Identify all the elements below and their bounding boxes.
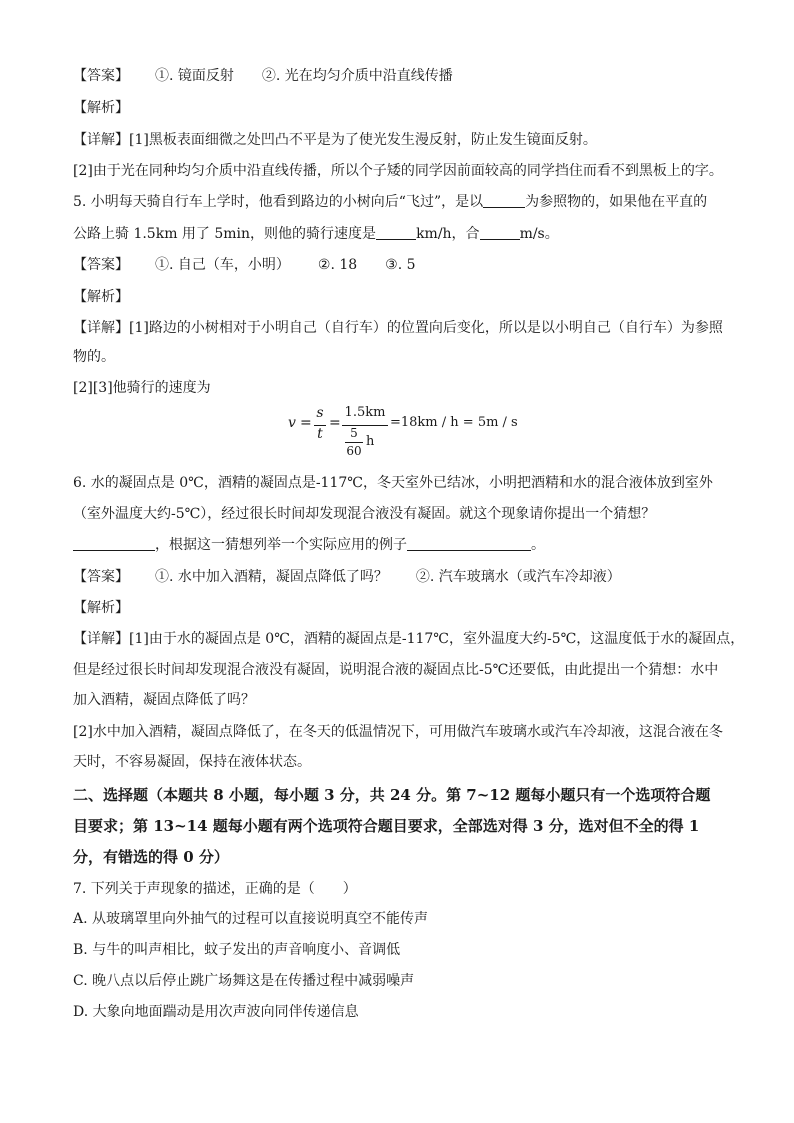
answer-1: ①. 自己（车，小明） [155, 257, 290, 273]
q4-detail-2: [2]由于光在同种均匀介质中沿直线传播，所以个子矮的同学因前面较高的同学挡住而看不到黑板上的字。 [73, 163, 723, 179]
q6-detail-2: 但是经过很长时间却发现混合液没有凝固，说明混合液的凝固点比-5℃还要低，由此提出一个猜想：水中 [73, 662, 719, 678]
answer-1: ①. 水中加入酒精，凝固点降低了吗？ [155, 569, 388, 585]
q6-analysis-tag: 【解析】 [73, 600, 129, 616]
q7-stem: 7. 下列关于声现象的描述，正确的是（ ） [73, 881, 357, 897]
answer-tag: 【答案】 [73, 257, 129, 273]
q4-answer-line [73, 66, 453, 86]
q6-stem-text: ，根据这一猜想列举一个实际应用的例子 [155, 537, 407, 553]
formula-result: =18km / h = 5m / s [390, 415, 518, 430]
q5-stem-text: 公路上骑 1.5km 用了 5min，则他的骑行速度是 [73, 226, 377, 242]
answer-tag: 【答案】 [73, 569, 129, 585]
q6-stem-text: 。 [531, 537, 545, 553]
q5-analysis-tag: 【解析】 [73, 289, 129, 305]
q6-detail-3: 加入酒精，凝固点降低了吗？ [73, 692, 255, 708]
q5-stem-1 [73, 192, 707, 212]
answer-2: ②. 光在均匀介质中沿直线传播 [261, 68, 453, 84]
q7-option-d: D. 大象向地面踹动是用次声波向同伴传递信息 [73, 1004, 359, 1020]
formula-unit: h [366, 434, 375, 449]
q6-stem-1: 6. 水的凝固点是 0℃，酒精的凝固点是-117℃，冬天室外已结冰，小明把酒精和水的混合液体放到室外 [73, 475, 713, 491]
answer-blank [407, 536, 531, 551]
answer-blank [376, 225, 416, 240]
formula-equals: = [300, 415, 312, 431]
section-heading-3: 分，有错选的得 0 分） [73, 848, 229, 866]
formula-inner-numerator: 5 [350, 426, 358, 440]
formula-equals: = [329, 415, 341, 431]
section-heading-1: 二、选择题（本题共 8 小题，每小题 3 分，共 24 分。第 7~12 题每小题只有一个选项符合题 [73, 786, 711, 804]
formula-numerator: 1.5km [344, 405, 386, 420]
q6-stem-2: （室外温度大约-5℃），经过很长时间却发现混合液没有凝固。就这个现象请你提出一个猜想？ [73, 506, 656, 522]
q5-detail-1: 【详解】[1]路边的小树相对于小明自己（自行车）的位置向后变化，所以是以小明自己（自行车）为参照 [73, 320, 723, 336]
answer-blank [483, 193, 525, 208]
q7-option-b: B. 与牛的叫声相比，蚊子发出的声音响度小、音调低 [73, 942, 401, 958]
answer-2: ②. 汽车玻璃水（或汽车冷却液） [415, 569, 621, 585]
q5-answer-line [73, 255, 416, 275]
q6-detail-1: 【详解】[1]由于水的凝固点是 0℃，酒精的凝固点是-117℃，室外温度大约-5℃，这温度低于水的凝固点， [73, 631, 745, 647]
q6-stem-3 [73, 535, 545, 555]
formula-s: s [316, 405, 324, 421]
formula-t: t [317, 426, 323, 442]
q6-detail-4: [2]水中加入酒精，凝固点降低了，在冬天的低温情况下，可用做汽车玻璃水或汽车冷却液，这混合液在冬 [73, 724, 723, 740]
q5-stem-text: m/s。 [519, 226, 559, 242]
q7-option-c: C. 晚八点以后停止跳广场舞这是在传播过程中减弱噪声 [73, 973, 415, 989]
q5-stem-text: km/h，合 [416, 226, 480, 242]
speed-formula [288, 405, 518, 461]
formula-inner-denominator: 60 [346, 444, 362, 458]
answer-1: ①. 镜面反射 [155, 68, 234, 84]
q5-stem-2 [73, 224, 559, 244]
answer-2: ②. 18 [317, 257, 358, 273]
q5-detail-2: [2][3]他骑行的速度为 [73, 380, 211, 396]
q4-analysis-tag: 【解析】 [73, 100, 129, 116]
answer-blank [73, 536, 155, 551]
q6-detail-5: 天时，不容易凝固，保持在液体状态。 [73, 754, 311, 770]
q6-answer-line [73, 567, 621, 587]
section-heading-2: 目要求；第 13~14 题每小题有两个选项符合题目要求，全部选对得 3 分，选对但不全的得 1 [73, 817, 700, 835]
q5-detail-1b: 物的。 [73, 349, 115, 365]
q5-stem-text: 5. 小明每天骑自行车上学时，他看到路边的小树向后“飞过”，是以 [73, 194, 484, 210]
q4-detail-1: 【详解】[1]黑板表面细微之处凹凸不平是为了使光发生漫反射，防止发生镜面反射。 [73, 132, 597, 148]
answer-blank [480, 225, 520, 240]
formula-v: v [288, 415, 296, 431]
q5-stem-text: 为参照物的，如果他在平直的 [525, 194, 708, 210]
answer-3: ③. 5 [385, 257, 416, 273]
q7-option-a: A. 从玻璃罩里向外抽气的过程可以直接说明真空不能传声 [73, 911, 429, 927]
answer-tag: 【答案】 [73, 68, 129, 84]
